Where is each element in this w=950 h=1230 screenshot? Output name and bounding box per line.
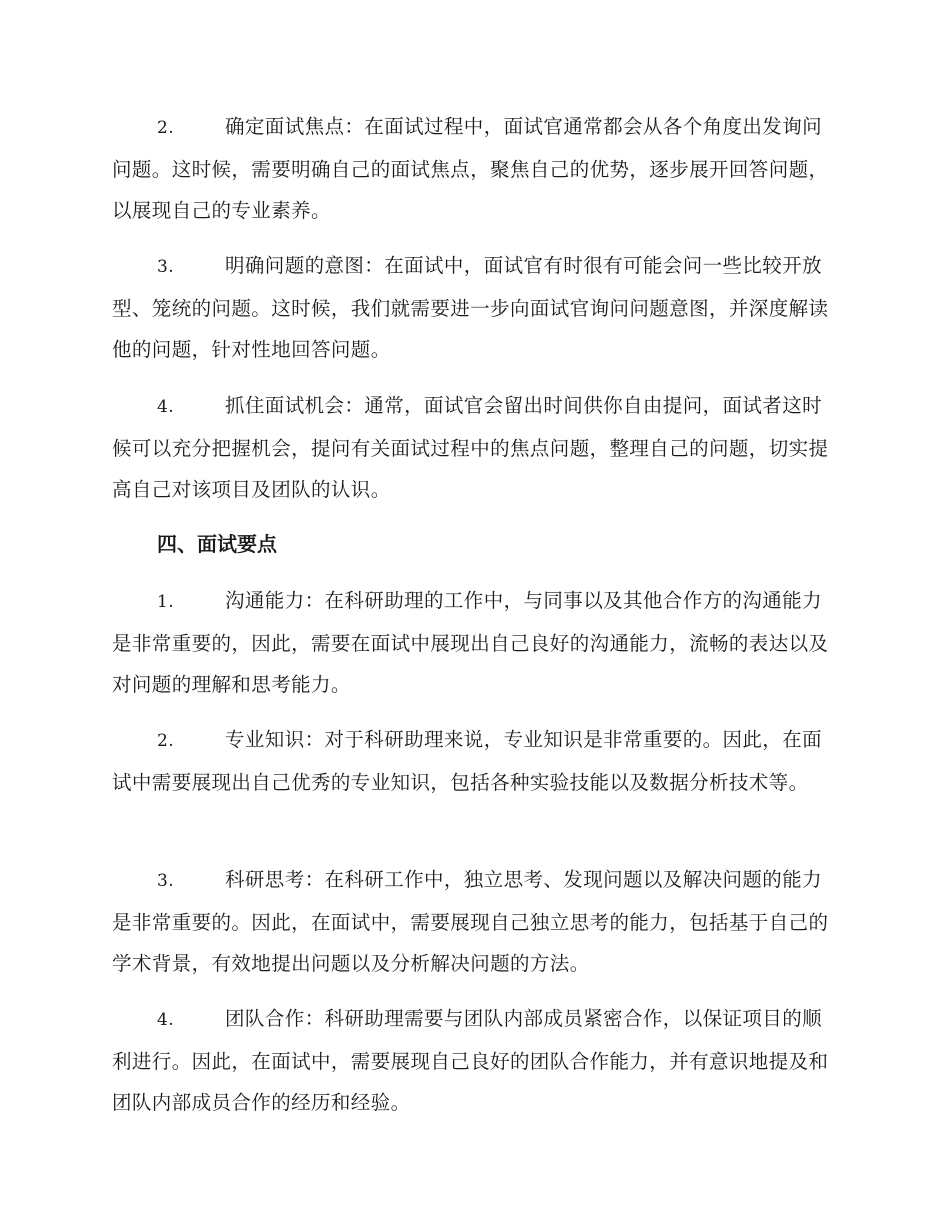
list-item <box>112 245 838 370</box>
item-text: 明确问题的意图：在面试中，面试官有时很有可能会问一些比较开放型、笼统的问题。这时候，我们就需要进一步向面试官询问问题意图，并深度解读他的问题，针对性地回答问题。 <box>112 254 829 361</box>
item-number: 2. <box>157 118 175 138</box>
section-heading: 四、面试要点 <box>157 532 277 556</box>
item-text: 沟通能力：在科研助理的工作中，与同事以及其他合作方的沟通能力是非常重要的，因此，需要在面试中展现出自己良好的沟通能力，流畅的表达以及对问题的理解和思考能力。 <box>112 589 829 696</box>
list-item <box>112 580 838 705</box>
item-number: 4. <box>157 1010 175 1030</box>
item-number: 4. <box>157 397 175 417</box>
item-text: 团队合作：科研助理需要与团队内部成员紧密合作，以保证项目的顺利进行。因此，在面试中，需要展现自己良好的团队合作能力，并有意识地提及和团队内部成员合作的经历和经验。 <box>112 1007 829 1114</box>
item-text: 专业知识：对于科研助理来说，专业知识是非常重要的。因此，在面试中需要展现出自己优秀的专业知识，包括各种实验技能以及数据分析技术等。 <box>112 728 823 794</box>
item-number: 3. <box>157 871 175 891</box>
list-item <box>112 998 838 1123</box>
item-number: 3. <box>157 257 175 277</box>
item-number: 2. <box>157 731 175 751</box>
item-text: 科研思考：在科研工作中，独立思考、发现问题以及解决问题的能力是非常重要的。因此，在面试中，需要展现自己独立思考的能力，包括基于自己的学术背景，有效地提出问题以及分析解决问题的方法。 <box>112 868 829 975</box>
list-item <box>112 385 838 510</box>
item-text: 确定面试焦点：在面试过程中，面试官通常都会从各个角度出发询问问题。这时候，需要明确自己的面试焦点，聚焦自己的优势，逐步展开回答问题，以展现自己的专业素养。 <box>112 115 829 222</box>
item-text: 抓住面试机会：通常，面试官会留出时间供你自由提问，面试者这时候可以充分把握机会，提问有关面试过程中的焦点问题，整理自己的问题，切实提高自己对该项目及团队的认识。 <box>112 394 829 501</box>
item-number: 1. <box>157 592 175 612</box>
list-item <box>112 859 838 984</box>
list-item <box>112 719 838 803</box>
list-item <box>112 106 838 231</box>
